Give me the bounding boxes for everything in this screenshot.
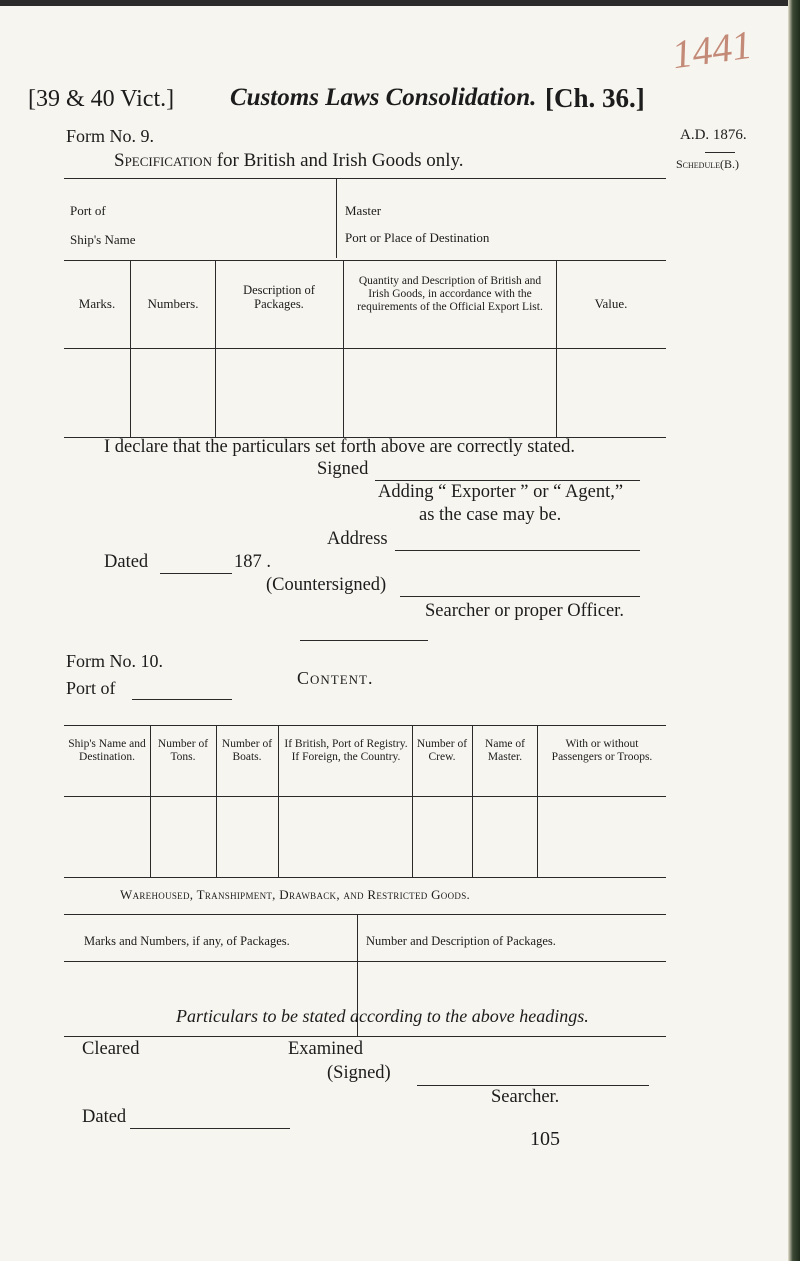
form9-signed-line [375,480,640,481]
warehoused-bottom-rule [64,1036,666,1037]
form10-col-divider [278,725,279,877]
form9-header-rule [64,260,666,261]
form9-table-header-rule [64,348,666,349]
warehoused-examined-label: Examined [288,1039,364,1059]
form9-col-marks: Marks. [78,296,116,311]
form9-address-label: Address [327,529,388,549]
warehoused-title: Warehoused, Transhipment, Drawback, and Restricted Goods. [120,887,471,902]
section-divider [300,640,428,641]
form9-dated-label: Dated [104,552,149,572]
form9-destination-label: Port or Place of Destination [345,230,490,245]
form10-table-header-rule [64,796,666,797]
warehoused-top-rule [64,914,666,915]
form9-countersigned-label: (Countersigned) [266,575,387,595]
form9-header-divider [336,178,337,258]
form10-col-ship: Ship's Name and Destination. [68,738,146,763]
form9-adding-line2: as the case may be. [419,505,562,525]
chapter-reference: [Ch. 36.] [545,83,645,113]
session-reference: [39 & 40 Vict.] [28,86,175,112]
warehoused-dated-line [130,1128,290,1129]
form10-col-registry: If British, Port of Registry. If Foreign, the Country. [284,738,408,763]
form10-col-divider [150,725,151,877]
form9-ships-name-label: Ship's Name [70,232,136,247]
page-number: 105 [530,1128,560,1150]
form9-title-rest: for British and Irish Goods only. [216,150,464,171]
form10-col-passengers: With or without Passengers or Troops. [551,738,653,763]
form9-year-prefix: 187 . [234,552,271,572]
form10-table-top-rule [64,725,666,726]
form9-declaration: I declare that the particulars set forth above are correctly stated. [104,437,576,457]
warehoused-col-right: Number and Description of Packages. [366,934,556,948]
warehoused-signed-line [417,1085,649,1086]
form9-col-quantity: Quantity and Description of British and Irish Goods, in accordance with the requirements of the Official Export List. [357,275,543,313]
scan-binding-edge [788,0,800,1261]
form9-top-rule [64,178,666,179]
form9-col-numbers: Numbers. [147,296,199,311]
form9-adding-line1: Adding “ Exporter ” or “ Agent,” [378,482,624,502]
warehoused-dated-label: Dated [82,1107,127,1127]
form10-col-tons: Number of Tons. [157,738,209,763]
form9-col-value: Value. [594,296,628,311]
margin-schedule: Schedule(B.) [676,157,739,171]
form10-col-crew: Number of Crew. [416,738,468,763]
margin-divider [705,152,735,153]
margin-year: A.D. 1876. [680,127,747,143]
form9-address-line [395,550,640,551]
form9-searcher-label: Searcher or proper Officer. [425,601,624,621]
form10-col-boats: Number of Boats. [221,738,273,763]
scan-top-edge [0,0,800,6]
form9-countersigned-line [400,596,640,597]
form10-table-bottom-rule [64,877,666,878]
handwritten-folio-mark: 1441 [669,21,755,78]
form9-master-label: Master [345,203,382,218]
form9-signed-label: Signed [317,459,369,479]
warehoused-cleared-label: Cleared [82,1039,140,1059]
form10-title: Content. [297,668,374,688]
form9-dated-line [160,573,232,574]
warehoused-searcher-label: Searcher. [491,1087,560,1107]
form10-number: Form No. 10. [66,651,164,671]
form10-col-master: Name of Master. [485,738,525,763]
warehoused-instruction: Particulars to be stated according to the above headings. [176,1006,589,1026]
warehoused-signed-label: (Signed) [327,1063,391,1083]
form9-port-of-label: Port of [70,203,106,218]
act-title: Customs Laws Consolidation. [230,84,537,111]
form10-col-divider [216,725,217,877]
form10-col-divider [537,725,538,877]
form10-port-line [132,699,232,700]
warehoused-header-rule [64,961,666,962]
form10-port-of-label: Port of [66,678,116,698]
form9-title [114,150,464,172]
form9-col-description: Description of Packages. [243,283,315,311]
form9-number: Form No. 9. [66,126,155,146]
form10-col-divider [472,725,473,877]
warehoused-col-left: Marks and Numbers, if any, of Packages. [84,934,290,948]
form10-col-divider [412,725,413,877]
form9-title-prefix: Specification [114,150,212,171]
